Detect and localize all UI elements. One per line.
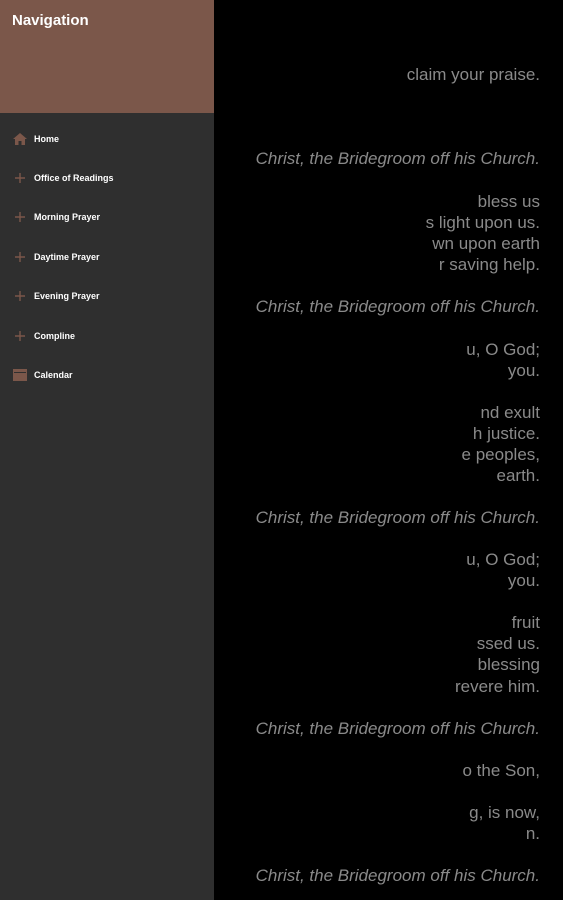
- text-line: ssed us.: [476, 634, 540, 653]
- text-line: blessing: [477, 655, 540, 674]
- text-line: claim your praise.: [406, 65, 540, 84]
- refrain-line: Christ, the Bridegroom off his Church.: [255, 297, 540, 316]
- text-line: nd exult: [480, 403, 540, 422]
- drawer-header: [0, 0, 214, 113]
- text-line: s light upon us.: [425, 213, 540, 232]
- home-icon: [12, 131, 28, 147]
- text-line: wn upon earth: [432, 234, 540, 253]
- refrain-line: Christ, the Bridegroom off his Church.: [255, 719, 540, 738]
- text-line: bless us: [477, 192, 540, 211]
- nav-item-compline[interactable]: [0, 324, 214, 348]
- text-line: o the Son,: [462, 761, 540, 780]
- plus-icon: [12, 328, 28, 344]
- plus-icon: [12, 170, 28, 186]
- nav-item-calendar[interactable]: [0, 363, 214, 387]
- text-line: you.: [507, 571, 540, 590]
- navigation-drawer: [0, 0, 214, 900]
- text-line: u, O God;: [466, 550, 540, 569]
- nav-item-label: Morning Prayer: [34, 212, 101, 222]
- nav-item-label: Calendar: [34, 370, 73, 380]
- nav-item-label: Evening Prayer: [34, 291, 100, 301]
- plus-icon: [12, 209, 28, 225]
- nav-item-office-of-readings[interactable]: [0, 166, 214, 190]
- refrain-line: Christ, the Bridegroom off his Church.: [255, 508, 540, 527]
- text-line: h justice.: [472, 424, 540, 443]
- text-line: revere him.: [454, 677, 540, 696]
- refrain-line: Christ, the Bridegroom off his Church.: [255, 149, 540, 168]
- text-line: earth.: [496, 466, 540, 485]
- nav-item-label: Home: [34, 134, 60, 144]
- text-line: n.: [525, 824, 540, 843]
- nav-item-home[interactable]: [0, 127, 214, 151]
- nav-item-daytime-prayer[interactable]: [0, 245, 214, 269]
- text-line: r saving help.: [438, 255, 540, 274]
- calendar-icon: [12, 367, 28, 383]
- text-line: u, O God;: [466, 340, 540, 359]
- nav-item-label: Office of Readings: [34, 173, 114, 183]
- nav-item-label: Compline: [34, 331, 76, 341]
- text-line: g, is now,: [469, 803, 540, 822]
- text-line: you.: [507, 361, 540, 380]
- nav-item-morning-prayer[interactable]: [0, 205, 214, 229]
- nav-item-evening-prayer[interactable]: [0, 284, 214, 308]
- drawer-title: Navigation: [12, 12, 89, 29]
- text-line: e peoples,: [461, 445, 540, 464]
- plus-icon: [12, 288, 28, 304]
- text-line: fruit: [511, 613, 540, 632]
- nav-item-label: Daytime Prayer: [34, 252, 100, 262]
- refrain-line: Christ, the Bridegroom off his Church.: [255, 866, 540, 885]
- plus-icon: [12, 249, 28, 265]
